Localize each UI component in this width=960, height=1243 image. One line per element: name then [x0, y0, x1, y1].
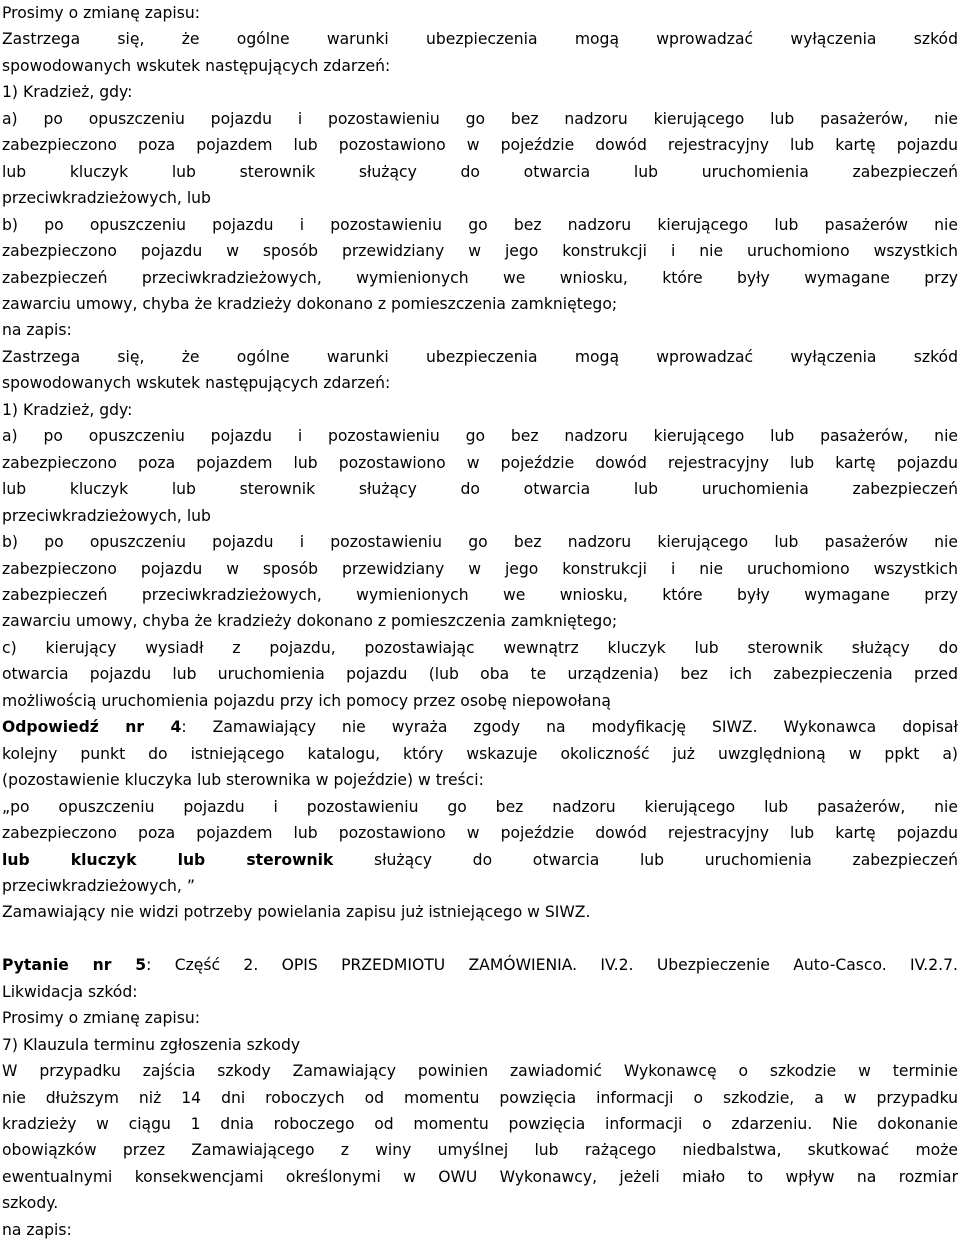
- line-text: lub kluczyk lub sterownik służący do otwarcia lub uruchomienia zabezpieczeń: [2, 480, 958, 499]
- line-text: Zastrzega się, że ogólne warunki ubezpieczenia mogą wprowadzać wyłączenia szkód: [2, 347, 958, 366]
- text-line: [2, 582, 958, 608]
- line-text: otwarcia pojazdu lub uruchomienia pojazdu (lub oba te urządzenia) bez ich zabezpieczenia przed: [2, 665, 958, 684]
- text-line: [2, 661, 958, 687]
- blank-line: [2, 926, 960, 952]
- line-text: zabezpieczeń przeciwkradzieżowych, wymienionych we wniosku, które były wymagane przy: [2, 268, 958, 287]
- text-line: [2, 767, 960, 793]
- text-line: [2, 794, 958, 820]
- line-text: zabezpieczono pojazdu w sposób przewidziany w jego konstrukcji i nie uruchomiono wszystkich: [2, 242, 958, 261]
- text-line: [2, 1217, 960, 1243]
- text-line: [2, 212, 958, 238]
- text-line: [2, 185, 960, 211]
- text-line: [2, 529, 958, 555]
- line-text: 1) Kradzież, gdy:: [2, 400, 133, 419]
- text-line: [2, 291, 960, 317]
- text-line: [2, 476, 958, 502]
- line-text: c) kierujący wysiadł z pojazdu, pozostawiając wewnątrz kluczyk lub sterownik służący do: [2, 638, 958, 657]
- line-text: : Część 2. OPIS PRZEDMIOTU ZAMÓWIENIA. IV.2. Ubezpieczenie Auto-Casco. IV.2.7.: [146, 956, 958, 975]
- text-line: [2, 238, 958, 264]
- line-text: (pozostawienie kluczyka lub sterownika w pojeździe) w treści:: [2, 771, 484, 790]
- line-text: zabezpieczono poza pojazdem lub pozostawiono w pojeździe dowód rejestracyjny lub kartę pojazdu: [2, 824, 958, 843]
- line-text: a) po opuszczeniu pojazdu i pozostawieniu go bez nadzoru kierującego lub pasażerów, nie: [2, 427, 958, 446]
- bold-label: Pytanie nr 5: [2, 956, 147, 975]
- text-line: [2, 159, 958, 185]
- line-text: spowodowanych wskutek następujących zdarzeń:: [2, 56, 391, 75]
- line-text: służący do otwarcia lub uruchomienia zabezpieczeń: [333, 850, 958, 869]
- text-line: [2, 132, 958, 158]
- line-text: Likwidacja szkód:: [2, 982, 138, 1001]
- text-line: [2, 1085, 958, 1111]
- text-line: [2, 26, 958, 52]
- text-line: [2, 714, 958, 740]
- line-text: b) po opuszczeniu pojazdu i pozostawieniu go bez nadzoru kierującego lub pasażerów nie: [2, 215, 958, 234]
- line-text: przeciwkradzieżowych, lub: [2, 189, 211, 208]
- line-text: zawarciu umowy, chyba że kradzieży dokonano z pomieszczenia zamkniętego;: [2, 612, 618, 631]
- line-text: spowodowanych wskutek następujących zdarzeń:: [2, 374, 391, 393]
- line-text: Prosimy o zmianę zapisu:: [2, 4, 200, 22]
- line-text: szkody.: [2, 1194, 59, 1213]
- line-text: zawarciu umowy, chyba że kradzieży dokonano z pomieszczenia zamkniętego;: [2, 294, 618, 313]
- line-text: lub kluczyk lub sterownik służący do otwarcia lub uruchomienia zabezpieczeń: [2, 162, 958, 181]
- line-text: „po opuszczeniu pojazdu i pozostawieniu go bez nadzoru kierującego lub pasażerów, nie: [2, 797, 958, 816]
- text-line: [2, 741, 958, 767]
- bold-label: lub kluczyk lub sterownik: [2, 850, 334, 869]
- text-line: [2, 1137, 958, 1163]
- line-text: a) po opuszczeniu pojazdu i pozostawieniu go bez nadzoru kierującego lub pasażerów, nie: [2, 109, 958, 128]
- line-text: obowiązków przez Zamawiającego z winy umyślnej lub rażącego niedbalstwa, skutkować może: [2, 1141, 958, 1160]
- text-line: [2, 450, 958, 476]
- text-line: [2, 0, 960, 26]
- text-line: [2, 265, 958, 291]
- text-line: [2, 397, 960, 423]
- line-text: możliwością uruchomienia pojazdu przy ich pomocy przez osobę niepowołaną: [2, 691, 611, 710]
- line-text: na zapis:: [2, 321, 72, 340]
- text-line: [2, 317, 960, 343]
- line-text: zabezpieczeń przeciwkradzieżowych, wymienionych we wniosku, które były wymagane przy: [2, 585, 958, 604]
- text-line: [2, 53, 960, 79]
- line-text: W przypadku zajścia szkody Zamawiający powinien zawiadomić Wykonawcę o szkodzie w terminie: [2, 1062, 958, 1081]
- line-text: nie dłuższym niż 14 dni roboczych od momentu powzięcia informacji o szkodzie, a w przypadku: [2, 1088, 958, 1107]
- line-text: : Zamawiający nie wyraża zgody na modyfikację SIWZ. Wykonawca dopisał: [181, 718, 958, 737]
- text-line: [2, 423, 958, 449]
- bold-label: Odpowiedź nr 4: [2, 718, 182, 737]
- text-line: [2, 608, 960, 634]
- line-text: 1) Kradzież, gdy:: [2, 83, 133, 102]
- line-text: kolejny punkt do istniejącego katalogu, który wskazuje okoliczność już uwzględnioną w ppkt a): [2, 744, 958, 763]
- text-line: [2, 79, 960, 105]
- line-text: przeciwkradzieżowych, lub: [2, 506, 211, 525]
- text-line: [2, 1190, 960, 1216]
- line-text: zabezpieczono pojazdu w sposób przewidziany w jego konstrukcji i nie uruchomiono wszystkich: [2, 559, 958, 578]
- line-text: przeciwkradzieżowych, ”: [2, 876, 195, 895]
- text-line: [2, 1005, 960, 1031]
- line-text: kradzieży w ciągu 1 dnia roboczego od momentu powzięcia informacji o zdarzeniu. Nie dokonanie: [2, 1115, 958, 1134]
- line-text: 7) Klauzula terminu zgłoszenia szkody: [2, 1035, 301, 1054]
- text-line: [2, 370, 960, 396]
- line-text: b) po opuszczeniu pojazdu i pozostawieniu go bez nadzoru kierującego lub pasażerów nie: [2, 533, 958, 552]
- line-text: Zamawiający nie widzi potrzeby powielania zapisu już istniejącego w SIWZ.: [2, 903, 591, 922]
- line-text: zabezpieczono poza pojazdem lub pozostawiono w pojeździe dowód rejestracyjny lub kartę pojazdu: [2, 136, 958, 155]
- text-line: [2, 979, 960, 1005]
- line-text: Prosimy o zmianę zapisu:: [2, 1009, 200, 1028]
- text-line: [2, 873, 960, 899]
- document-body: [2, 0, 960, 1243]
- text-line: [2, 1032, 960, 1058]
- text-line: [2, 688, 960, 714]
- text-line: [2, 820, 958, 846]
- text-line: [2, 952, 958, 978]
- text-line: [2, 106, 958, 132]
- text-line: [2, 556, 958, 582]
- text-line: [2, 1111, 958, 1137]
- text-line: [2, 1164, 958, 1190]
- line-text: Zastrzega się, że ogólne warunki ubezpieczenia mogą wprowadzać wyłączenia szkód: [2, 30, 958, 49]
- text-line: [2, 344, 958, 370]
- line-text: na zapis:: [2, 1220, 72, 1239]
- text-line: [2, 1058, 958, 1084]
- line-text: zabezpieczono poza pojazdem lub pozostawiono w pojeździe dowód rejestracyjny lub kartę pojazdu: [2, 453, 958, 472]
- text-line: [2, 503, 960, 529]
- text-line: [2, 899, 960, 925]
- text-line: [2, 847, 958, 873]
- line-text: ewentualnymi konsekwencjami określonymi w OWU Wykonawcy, jeżeli miało to wpływ na rozmiar: [2, 1167, 958, 1186]
- text-line: [2, 635, 958, 661]
